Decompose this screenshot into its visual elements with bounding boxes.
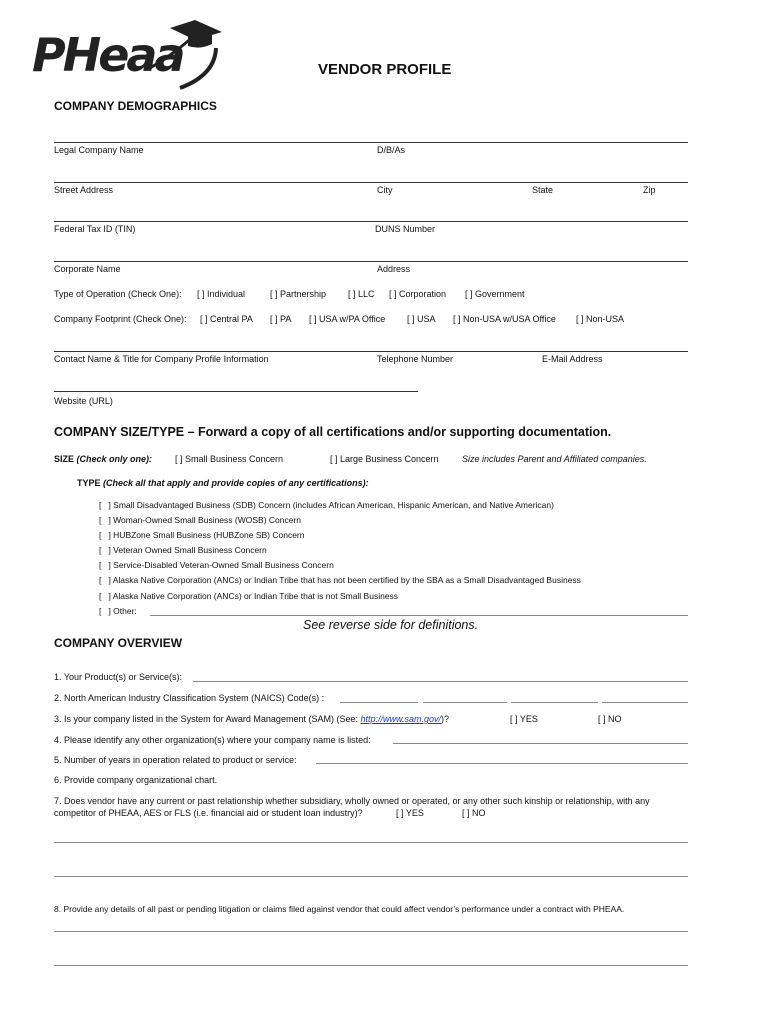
op-individual-checkbox[interactable]: [ ] Individual [197, 289, 246, 299]
q4-label: 4. Please identify any other organization(s) where your company name is listed: [54, 735, 371, 745]
address-label: Address [377, 264, 411, 274]
fp-usa-checkbox[interactable]: [ ] USA [407, 314, 436, 324]
divider [54, 391, 418, 392]
size-type-heading: COMPANY SIZE/TYPE – Forward a copy of all certifications and/or supporting documentation. [54, 425, 612, 439]
divider [54, 221, 688, 222]
divider [54, 351, 688, 352]
legal-name-label: Legal Company Name [54, 145, 144, 155]
overview-heading: COMPANY OVERVIEW [54, 636, 183, 650]
q7-yes-checkbox[interactable]: [ ] YES [396, 808, 424, 818]
q2-input-line-2[interactable] [423, 702, 507, 703]
q3-label: 3. Is your company listed in the System for Award Management (SAM) (See: [54, 714, 358, 724]
fp-usa-pa-office-checkbox[interactable]: [ ] USA w/PA Office [309, 314, 386, 324]
type-anc-uncert-label: Alaska Native Corporation (ANCs) or Indian Tribe that has not been certified by the SBA as a Small Disadvantaged Business [112, 575, 581, 585]
dba-label: D/B/As [377, 145, 406, 155]
zip-label: Zip [643, 185, 656, 195]
type-checkbox-veteran[interactable]: [ ] Veteran Owned Small Business Concern [99, 545, 267, 555]
q2-input-line-4[interactable] [602, 702, 688, 703]
type-sdb-label: Small Disadvantaged Business (SDB) Concern (includes African American, Hispanic American, and Native American) [113, 500, 554, 510]
fp-non-usa-checkbox[interactable]: [ ] Non-USA [576, 314, 625, 324]
demographics-heading: COMPANY DEMOGRAPHICS [54, 99, 217, 113]
contact-label: Contact Name & Title for Company Profile Information [54, 354, 269, 364]
q8-answer-line-2[interactable] [54, 965, 688, 966]
q1-input-line[interactable] [193, 681, 688, 682]
type-wosb-label: Woman-Owned Small Business (WOSB) Concern [113, 515, 302, 525]
sam-link[interactable]: http://www.sam.gov/ [360, 714, 442, 724]
op-partnership-checkbox[interactable]: [ ] Partnership [270, 289, 327, 299]
type-label: TYPE [77, 478, 101, 488]
tin-label: Federal Tax ID (TIN) [54, 224, 136, 234]
q2-label: 2. North American Industry Classification System (NAICS) Code(s) : [54, 693, 325, 703]
reverse-note: See reverse side for definitions. [303, 618, 479, 632]
logo-text: PHeaa [32, 28, 183, 82]
divider [54, 261, 688, 262]
q8-answer-line-1[interactable] [54, 931, 688, 932]
q5-label: 5. Number of years in operation related to product or service: [54, 755, 297, 765]
divider [54, 142, 688, 143]
type-checkbox-hubzone[interactable]: [ ] HUBZone Small Business (HUBZone SB) Concern [99, 530, 305, 540]
fp-pa-checkbox[interactable]: [ ] PA [270, 314, 292, 324]
type-sdvosb-label: Service-Disabled Veteran-Owned Small Business Concern [113, 560, 334, 570]
q3-end: )? [441, 714, 450, 724]
op-corporation-checkbox[interactable]: [ ] Corporation [389, 289, 447, 299]
type-checkbox-anc-uncert[interactable]: [ ] Alaska Native Corporation (ANCs) or Indian Tribe that has not been certified by the SBA as a Small Disadvantaged Business [99, 575, 581, 585]
divider [54, 182, 688, 183]
q8-label: 8. Provide any details of all past or pending litigation or claims filed against vendor that could affect vendor’s performance under a contract with PHEAA. [54, 904, 625, 914]
q1-label: 1. Your Product(s) or Service(s): [54, 672, 183, 682]
type-hint: (Check all that apply and provide copies of any certifications): [103, 478, 369, 488]
type-veteran-label: Veteran Owned Small Business Concern [113, 545, 267, 555]
fp-non-usa-office-checkbox[interactable]: [ ] Non-USA w/USA Office [453, 314, 556, 324]
operation-label: Type of Operation (Check One): [54, 289, 182, 299]
q3-row [54, 714, 449, 724]
corp-name-label: Corporate Name [54, 264, 121, 274]
q3-no-checkbox[interactable]: [ ] NO [598, 714, 622, 724]
large-business-checkbox[interactable]: [ ] Large Business Concern [330, 454, 439, 464]
q5-input-line[interactable] [316, 763, 688, 764]
q7-label-line2: competitor of PHEAA, AES or FLS (i.e. financial aid or student loan industry)? [54, 808, 363, 818]
size-note: Size includes Parent and Affiliated companies. [462, 454, 647, 464]
duns-label: DUNS Number [375, 224, 436, 234]
q7-no-checkbox[interactable]: [ ] NO [462, 808, 486, 818]
type-checkbox-sdvosb[interactable]: [ ] Service-Disabled Veteran-Owned Small Business Concern [99, 560, 334, 570]
website-label: Website (URL) [54, 396, 113, 406]
type-checkbox-anc-not-small[interactable]: [ ] Alaska Native Corporation (ANCs) or Indian Tribe that is not Small Business [99, 591, 399, 601]
fp-central-pa-checkbox[interactable]: [ ] Central PA [200, 314, 253, 324]
street-label: Street Address [54, 185, 114, 195]
type-other-label: Other: [113, 606, 137, 616]
op-llc-checkbox[interactable]: [ ] LLC [348, 289, 375, 299]
size-hint: (Check only one): [76, 454, 153, 464]
page-title: VENDOR PROFILE [318, 61, 452, 78]
q7-label-line1: 7. Does vendor have any current or past relationship whether subsidiary, wholly owned or operated, or any other such kinship or relationship, with any [54, 796, 650, 806]
size-label: SIZE [54, 454, 75, 464]
type-checkbox-sdb[interactable]: [ ] Small Disadvantaged Business (SDB) Concern (includes African American, Hispanic American, and Native American) [99, 500, 554, 510]
q2-input-line-1[interactable] [340, 702, 418, 703]
q6-label: 6. Provide company organizational chart. [54, 775, 218, 785]
type-checkbox-other[interactable]: [ ] Other: [99, 606, 137, 616]
email-label: E-Mail Address [542, 354, 603, 364]
size-row [54, 454, 152, 464]
type-anc-not-small-label: Alaska Native Corporation (ANCs) or Indian Tribe that is not Small Business [112, 591, 399, 601]
small-business-checkbox[interactable]: [ ] Small Business Concern [175, 454, 284, 464]
phone-label: Telephone Number [377, 354, 454, 364]
other-input-line[interactable] [150, 615, 688, 616]
q4-input-line[interactable] [393, 743, 688, 744]
state-label: State [532, 185, 554, 195]
q7-answer-line-2[interactable] [54, 876, 688, 877]
city-label: City [377, 185, 393, 195]
pheaa-logo [30, 20, 225, 90]
q2-input-line-3[interactable] [511, 702, 598, 703]
op-government-checkbox[interactable]: [ ] Government [465, 289, 525, 299]
type-row [77, 478, 369, 488]
type-hubzone-label: HUBZone Small Business (HUBZone SB) Concern [113, 530, 305, 540]
type-checkbox-wosb[interactable]: [ ] Woman-Owned Small Business (WOSB) Concern [99, 515, 302, 525]
q7-answer-line-1[interactable] [54, 842, 688, 843]
q3-yes-checkbox[interactable]: [ ] YES [510, 714, 538, 724]
footprint-label: Company Footprint (Check One): [54, 314, 187, 324]
